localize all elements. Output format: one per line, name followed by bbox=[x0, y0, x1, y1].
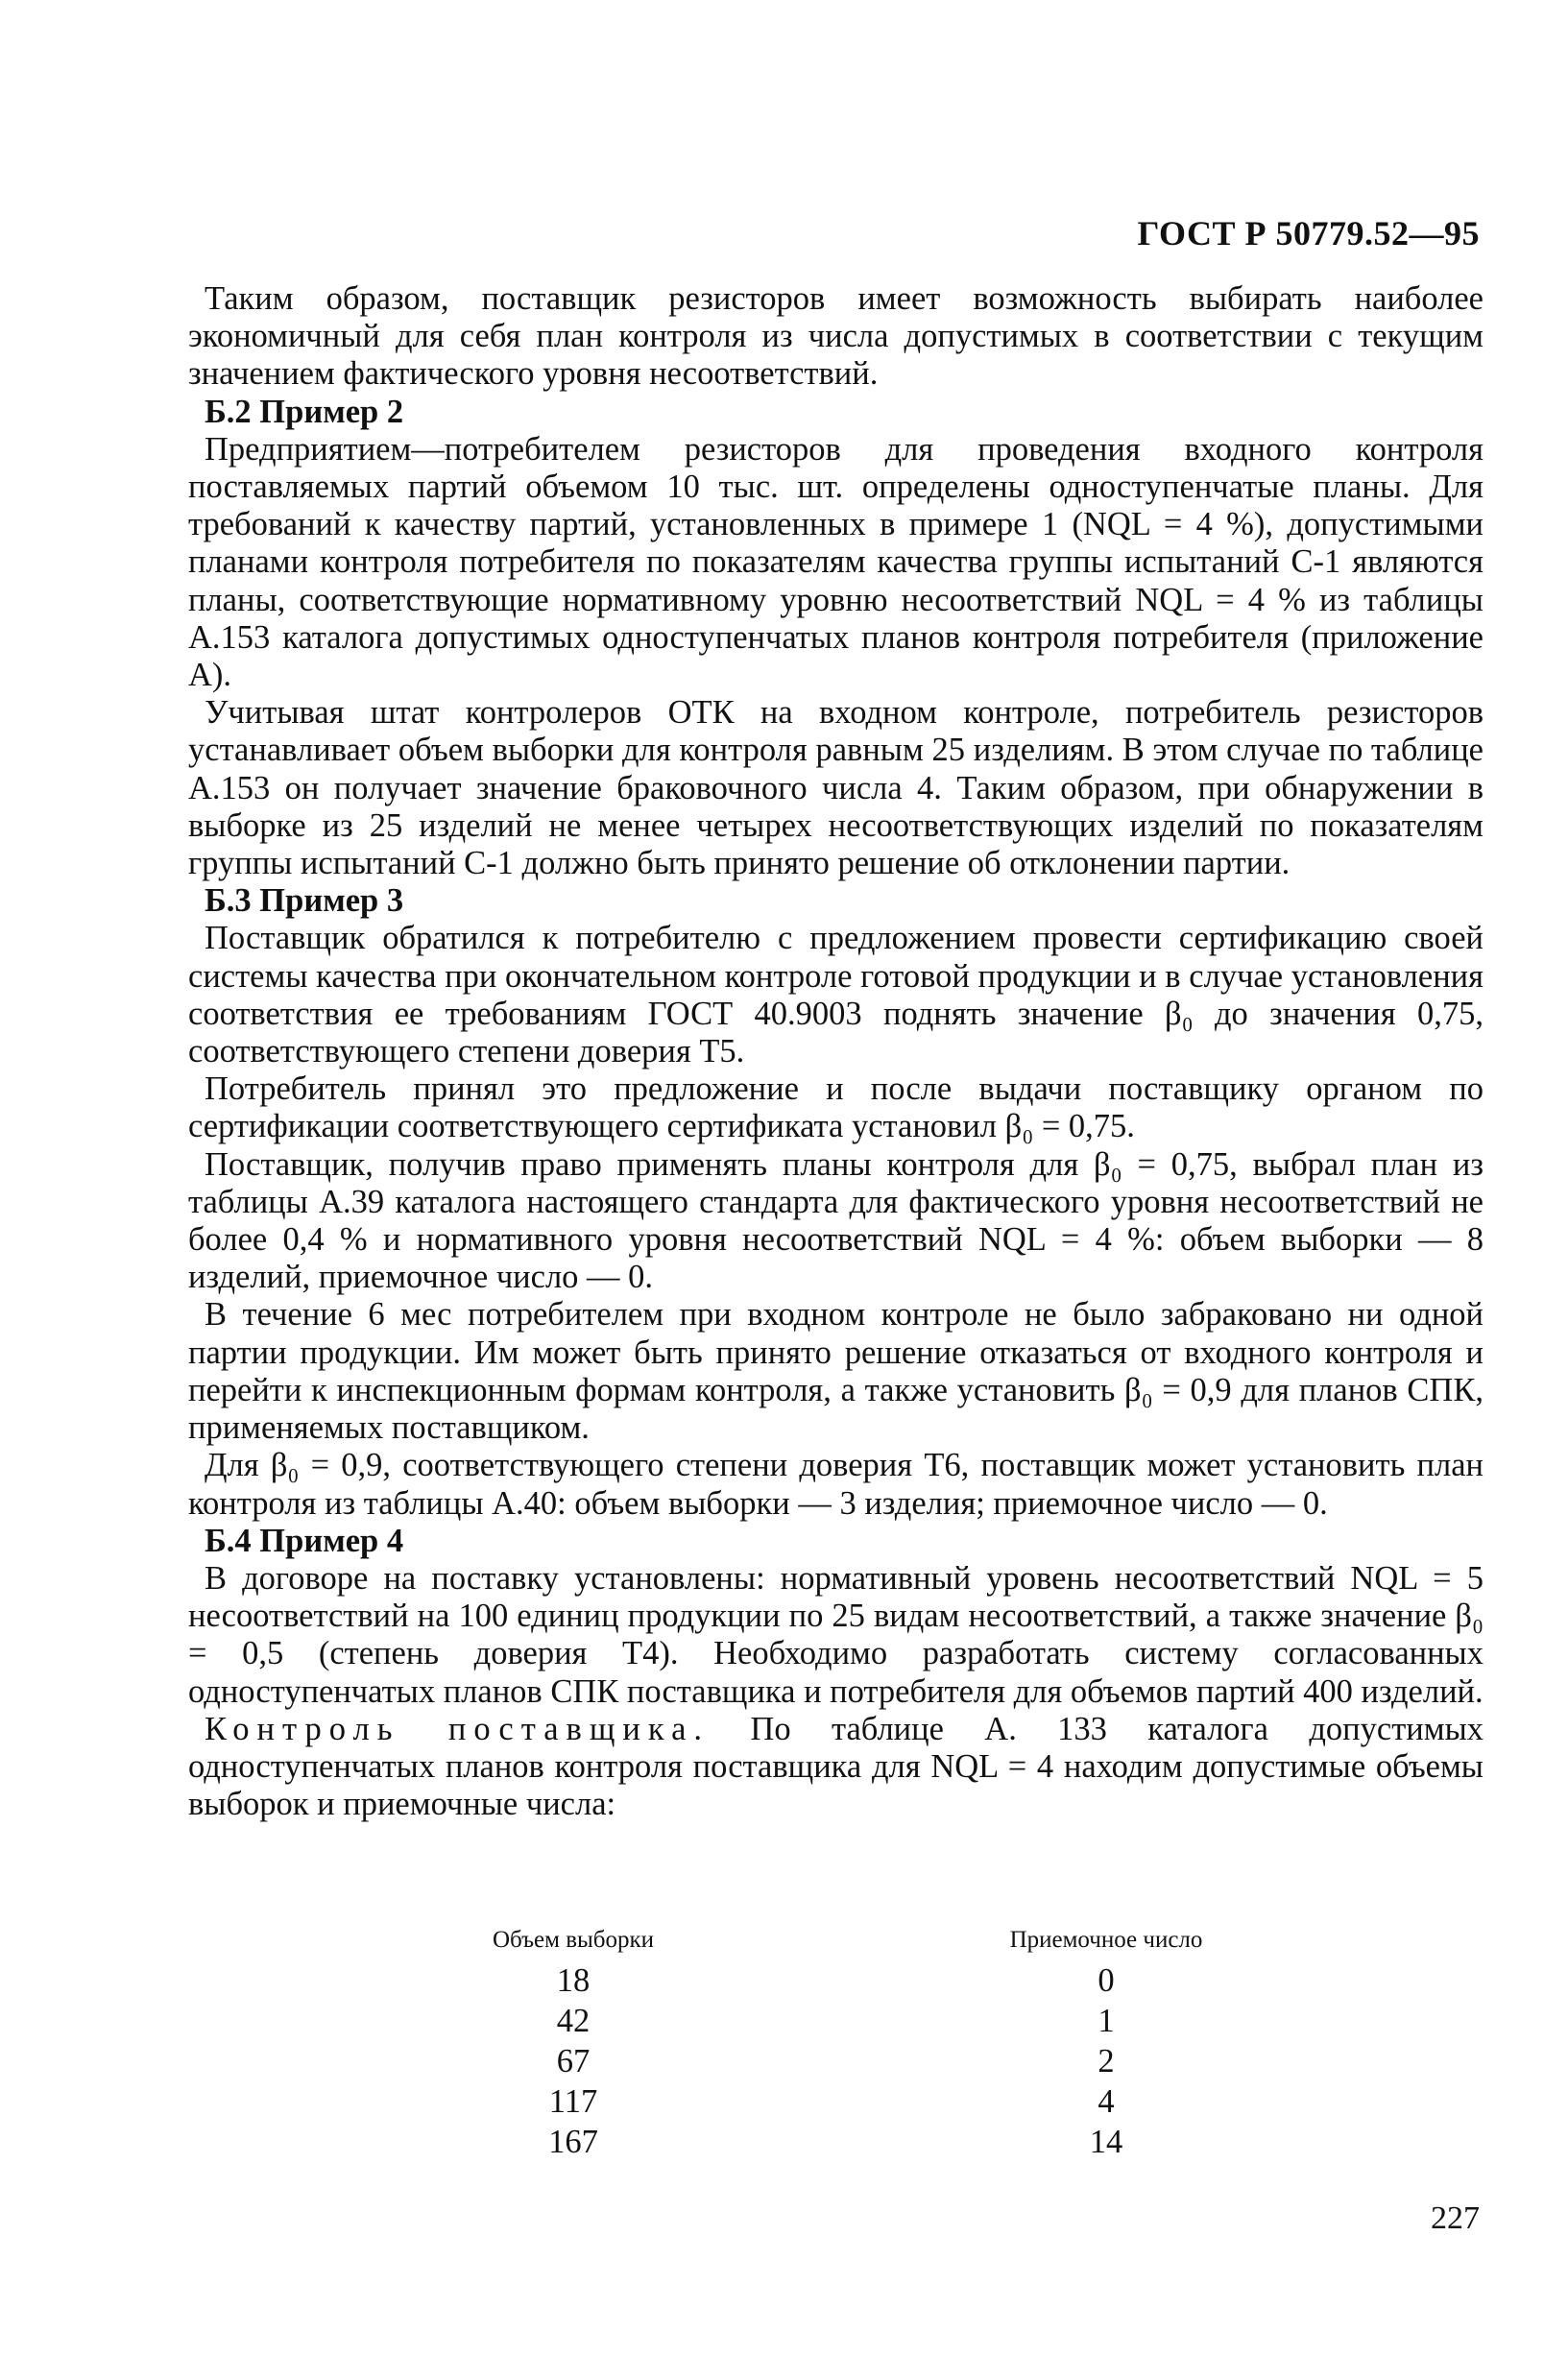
table-body bbox=[188, 1960, 1484, 2162]
paragraph: Таким образом, поставщик резисторов имеет возможность выбирать наиболее экономичный для себя план контроля из числа допустимых в соответствии с текущим значением фактического уровня несоответствий. bbox=[188, 280, 1484, 393]
table-cell-sample-size: 167 bbox=[548, 2124, 598, 2160]
table-header bbox=[188, 1920, 1484, 1960]
column-header-sample-size: Объем выборки bbox=[492, 1927, 655, 1953]
paragraph: Предприятием—потребителем резисторов для проведения входного контроля поставляемых партий объемом 10 тыс. шт. определены одноступенчатые планы. Для требований к качеству партий, установленных в примере 1 (NQL = 4 %), допустимыми планами контроля потребителя по показателям качества группы испытаний С-1 являются планы, соответствующие нормативному уровню несоответствий NQL = 4 % из таблицы А.153 каталога допустимых одноступенчатых планов контроля потребителя (приложение А). bbox=[188, 430, 1484, 694]
paragraph: Учитывая штат контролеров ОТК на входном контроле, потребитель резисторов устанавливает объем выборки для контроля равным 25 изделиям. В этом случае по таблице А.153 он получает значение браковочного числа 4. Таким образом, при обнаружении в выборке из 25 изделий не менее четырех несоответствующих изделий по показателям группы испытаний С-1 должно быть принято решение об отклонении партии. bbox=[188, 694, 1484, 882]
document-body bbox=[188, 280, 1484, 1823]
page-number: 227 bbox=[1431, 2200, 1480, 2236]
section-heading: Б.4 Пример 4 bbox=[205, 1522, 404, 1559]
paragraph: В договоре на поставку установлены: нормативный уровень несоответствий NQL = 5 несоответствий на 100 единиц продукции по 25 видам несоответствий, а также значение β₀ = 0,5 (степень доверия Т4). Необходимо разработать систему согласованных одноступенчатых планов СПК поставщика и потребителя для объемов партий 400 изделий. bbox=[188, 1559, 1484, 1710]
sample-size-table bbox=[188, 1920, 1484, 2162]
table-cell-sample-size: 117 bbox=[548, 2083, 598, 2120]
table-row bbox=[188, 2081, 1484, 2122]
paragraph: Потребитель принял это предложение и после выдачи поставщику органом по сертификации соответствующего сертификата установил β₀ = 0,75. bbox=[188, 1070, 1484, 1145]
table-cell-acceptance-number: 14 bbox=[1089, 2124, 1123, 2160]
table-cell-sample-size: 18 bbox=[556, 1962, 591, 1999]
table-cell-acceptance-number: 0 bbox=[1098, 1962, 1115, 1999]
table-cell-acceptance-number: 4 bbox=[1098, 2083, 1115, 2120]
paragraph-text: По таблице А. 133 каталога допустимых одноступенчатых планов контроля поставщика для NQL = 4 находим допустимые объемы выборок и приемочные числа: bbox=[188, 1710, 1484, 1823]
spaced-lead-text: Контроль поставщика. bbox=[205, 1710, 711, 1747]
table-row bbox=[188, 2001, 1484, 2041]
table-cell-sample-size: 42 bbox=[556, 2003, 591, 2039]
table-cell-sample-size: 67 bbox=[556, 2043, 591, 2079]
table-row bbox=[188, 1960, 1484, 2001]
paragraph: Поставщик, получив право применять планы контроля для β₀ = 0,75, выбрал план из таблицы А.39 каталога настоящего стандарта для фактического уровня несоответствий не более 0,4 % и нормативного уровня несоответствий NQL = 4 %: объем выборки — 8 изделий, приемочное число — 0. bbox=[188, 1145, 1484, 1296]
table-row bbox=[188, 2041, 1484, 2081]
section-heading: Б.3 Пример 3 bbox=[205, 882, 404, 920]
table-row bbox=[188, 2122, 1484, 2162]
section-heading: Б.2 Пример 2 bbox=[205, 393, 404, 430]
paragraph: Поставщик обратился к потребителю с предложением провести сертификацию своей системы качества при окончательном контроле готовой продукции и в случае установления соответствия ее требованиям ГОСТ 40.9003 поднять значение β₀ до значения 0,75, соответствующего степени доверия Т5. bbox=[188, 920, 1484, 1070]
table-cell-acceptance-number: 1 bbox=[1098, 2003, 1115, 2039]
standard-header: ГОСТ Р 50779.52—95 bbox=[1137, 214, 1480, 252]
paragraph bbox=[188, 1711, 1484, 1824]
column-header-acceptance-number: Приемочное число bbox=[1009, 1927, 1203, 1953]
paragraph: В течение 6 мес потребителем при входном контроле не было забраковано ни одной партии продукции. Им может быть принято решение отказаться от входного контроля и перейти к инспекционным формам контроля, а также установить β₀ = 0,9 для планов СПК, применяемых поставщиком. bbox=[188, 1296, 1484, 1447]
table-cell-acceptance-number: 2 bbox=[1098, 2043, 1115, 2079]
paragraph: Для β₀ = 0,9, соответствующего степени доверия Т6, поставщик может установить план контроля из таблицы А.40: объем выборки — 3 изделия; приемочное число — 0. bbox=[188, 1447, 1484, 1522]
